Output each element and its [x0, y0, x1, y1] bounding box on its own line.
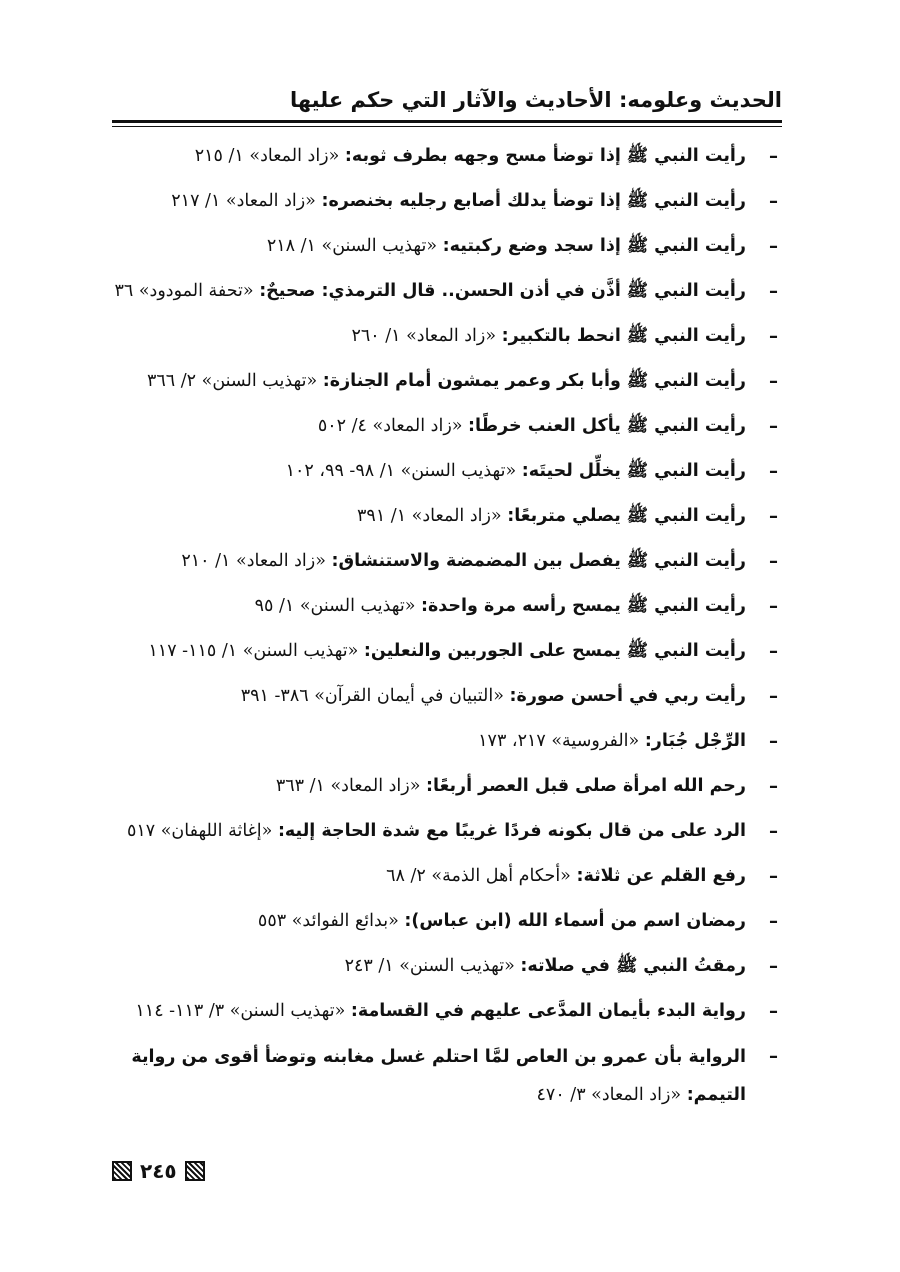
- index-entry: [112, 449, 782, 494]
- entry-text: رأيت النبي ﷺ يأكل العنب خرطًا:: [468, 416, 746, 436]
- index-entry: [112, 719, 782, 764]
- entry-reference: «زاد المعاد» ١/ ٢٦٠: [351, 326, 502, 346]
- entry-text: رأيت النبي ﷺ يفصل بين المضمضة والاستنشاق:: [331, 551, 746, 571]
- entry-bullet: –: [769, 506, 778, 527]
- ornament-icon: [185, 1161, 205, 1181]
- entry-text: الرواية بأن عمرو بن العاص لمَّا احتلم غسل مغابنه وتوضأ أقوى من رواية التيمم:: [131, 1047, 746, 1105]
- entry-bullet: –: [769, 1001, 778, 1022]
- page-number: ٢٤٥: [140, 1159, 177, 1183]
- entry-text: الرِّجْل جُبَار:: [644, 731, 746, 751]
- entry-text: رأيت النبي ﷺ إذا توضأ يدلك أصابع رجليه بخنصره:: [321, 191, 746, 211]
- index-entry: [112, 899, 782, 944]
- index-entry: [112, 674, 782, 719]
- header-rule-thick: [112, 120, 782, 123]
- entry-text: رأيت النبي ﷺ يمسح رأسه مرة واحدة:: [420, 596, 746, 616]
- entry-reference: «زاد المعاد» ١/ ٢١٥: [194, 146, 345, 166]
- entry-bullet: –: [769, 146, 778, 167]
- entry-reference: «تهذيب السنن» ١/ ١١٥- ١١٧: [148, 641, 364, 661]
- index-entry: [112, 989, 782, 1034]
- index-entry: [112, 314, 782, 359]
- entry-reference: «تهذيب السنن» ١/ ٢١٨: [266, 236, 443, 256]
- entry-text: رحم الله امرأة صلى قبل العصر أربعًا:: [426, 776, 746, 796]
- entry-text: رواية البدء بأيمان المدَّعى عليهم في القسامة:: [350, 1001, 746, 1021]
- entry-text: رأيت النبي ﷺ يصلي متربعًا:: [507, 506, 746, 526]
- entry-bullet: –: [769, 911, 778, 932]
- entry-reference: «تحفة المودود» ٣٦: [114, 281, 260, 301]
- entry-reference: «زاد المعاد» ١/ ٢١٠: [181, 551, 332, 571]
- entry-text: رأيت ربي في أحسن صورة:: [509, 686, 746, 706]
- entry-text: رمضان اسم من أسماء الله (ابن عباس):: [404, 911, 746, 931]
- index-entry: [112, 764, 782, 809]
- entry-bullet: –: [769, 551, 778, 572]
- entry-reference: «تهذيب السنن» ١/ ٢٤٣: [344, 956, 521, 976]
- index-entry: [112, 854, 782, 899]
- entry-text: رفع القلم عن ثلاثة:: [576, 866, 746, 886]
- entry-text: رأيت النبي ﷺ إذا سجد وضع ركبتيه:: [442, 236, 746, 256]
- index-entry: [112, 494, 782, 539]
- entry-bullet: –: [769, 596, 778, 617]
- entry-reference: «التبيان في أيمان القرآن» ٣٨٦- ٣٩١: [240, 686, 510, 706]
- entry-text: رأيت النبي ﷺ إذا توضأ مسح وجهه بطرف ثوبه:: [344, 146, 746, 166]
- entry-bullet: –: [769, 281, 778, 302]
- index-entry: [112, 359, 782, 404]
- running-header: الحديث وعلومه: الأحاديث والآثار التي حكم عليها: [289, 88, 782, 112]
- entry-bullet: –: [769, 956, 778, 977]
- entry-text: رأيت النبي ﷺ أذَّن في أذن الحسن.. قال الترمذي: صحيحٌ:: [259, 281, 746, 301]
- entry-bullet: –: [769, 371, 778, 392]
- entry-bullet: –: [769, 326, 778, 347]
- entry-reference: «تهذيب السنن» ٣/ ١١٣- ١١٤: [135, 1001, 351, 1021]
- index-entry: [112, 629, 782, 674]
- entry-reference: «زاد المعاد» ١/ ٣٦٣: [275, 776, 426, 796]
- entry-bullet: –: [769, 1046, 778, 1067]
- index-entry: [112, 134, 782, 179]
- entry-reference: «بدائع الفوائد» ٥٥٣: [257, 911, 405, 931]
- entry-bullet: –: [769, 416, 778, 437]
- entry-reference: «زاد المعاد» ٣/ ٤٧٠: [536, 1085, 687, 1105]
- entry-text: رأيت النبي ﷺ وأبا بكر وعمر يمشون أمام الجنازة:: [322, 371, 746, 391]
- index-entry: [112, 539, 782, 584]
- entry-reference: «الفروسية» ٢١٧، ١٧٣: [478, 731, 645, 751]
- entry-bullet: –: [769, 191, 778, 212]
- ornament-icon: [112, 1161, 132, 1181]
- entry-reference: «تهذيب السنن» ٢/ ٣٦٦: [146, 371, 323, 391]
- index-entry: [112, 944, 782, 989]
- entry-reference: «إغاثة اللهفان» ٥١٧: [126, 821, 278, 841]
- entry-reference: «تهذيب السنن» ١/ ٩٥: [254, 596, 421, 616]
- index-entry: [112, 224, 782, 269]
- index-entry: [112, 584, 782, 629]
- index-entry: [112, 404, 782, 449]
- entry-bullet: –: [769, 236, 778, 257]
- entry-text: الرد على من قال بكونه فردًا غريبًا مع شدة الحاجة إليه:: [277, 821, 746, 841]
- entry-bullet: –: [769, 686, 778, 707]
- entry-reference: «زاد المعاد» ١/ ٣٩١: [357, 506, 508, 526]
- index-entry: [112, 269, 782, 314]
- index-entry: [112, 1034, 782, 1118]
- entry-bullet: –: [769, 641, 778, 662]
- entry-reference: «زاد المعاد» ٤/ ٥٠٢: [317, 416, 469, 436]
- page-number-footer: [112, 1154, 205, 1188]
- entry-bullet: –: [769, 821, 778, 842]
- index-entry: [112, 809, 782, 854]
- header-rule-thin: [112, 126, 782, 127]
- entry-reference: «أحكام أهل الذمة» ٢/ ٦٨: [386, 866, 577, 886]
- entry-text: رمقتُ النبي ﷺ في صلاته:: [520, 956, 746, 976]
- entry-bullet: –: [769, 866, 778, 887]
- index-entries-list: [112, 134, 782, 1118]
- entry-text: رأيت النبي ﷺ يمسح على الجوربين والنعلين:: [363, 641, 746, 661]
- entry-reference: «زاد المعاد» ١/ ٢١٧: [171, 191, 322, 211]
- entry-bullet: –: [769, 461, 778, 482]
- entry-bullet: –: [769, 731, 778, 752]
- entry-text: رأيت النبي ﷺ انحط بالتكبير:: [501, 326, 746, 346]
- entry-bullet: –: [769, 776, 778, 797]
- index-entry: [112, 179, 782, 224]
- entry-reference: «تهذيب السنن» ١/ ٩٨- ٩٩، ١٠٢: [285, 461, 522, 481]
- entry-text: رأيت النبي ﷺ يخلِّل لحيتَه:: [521, 461, 746, 481]
